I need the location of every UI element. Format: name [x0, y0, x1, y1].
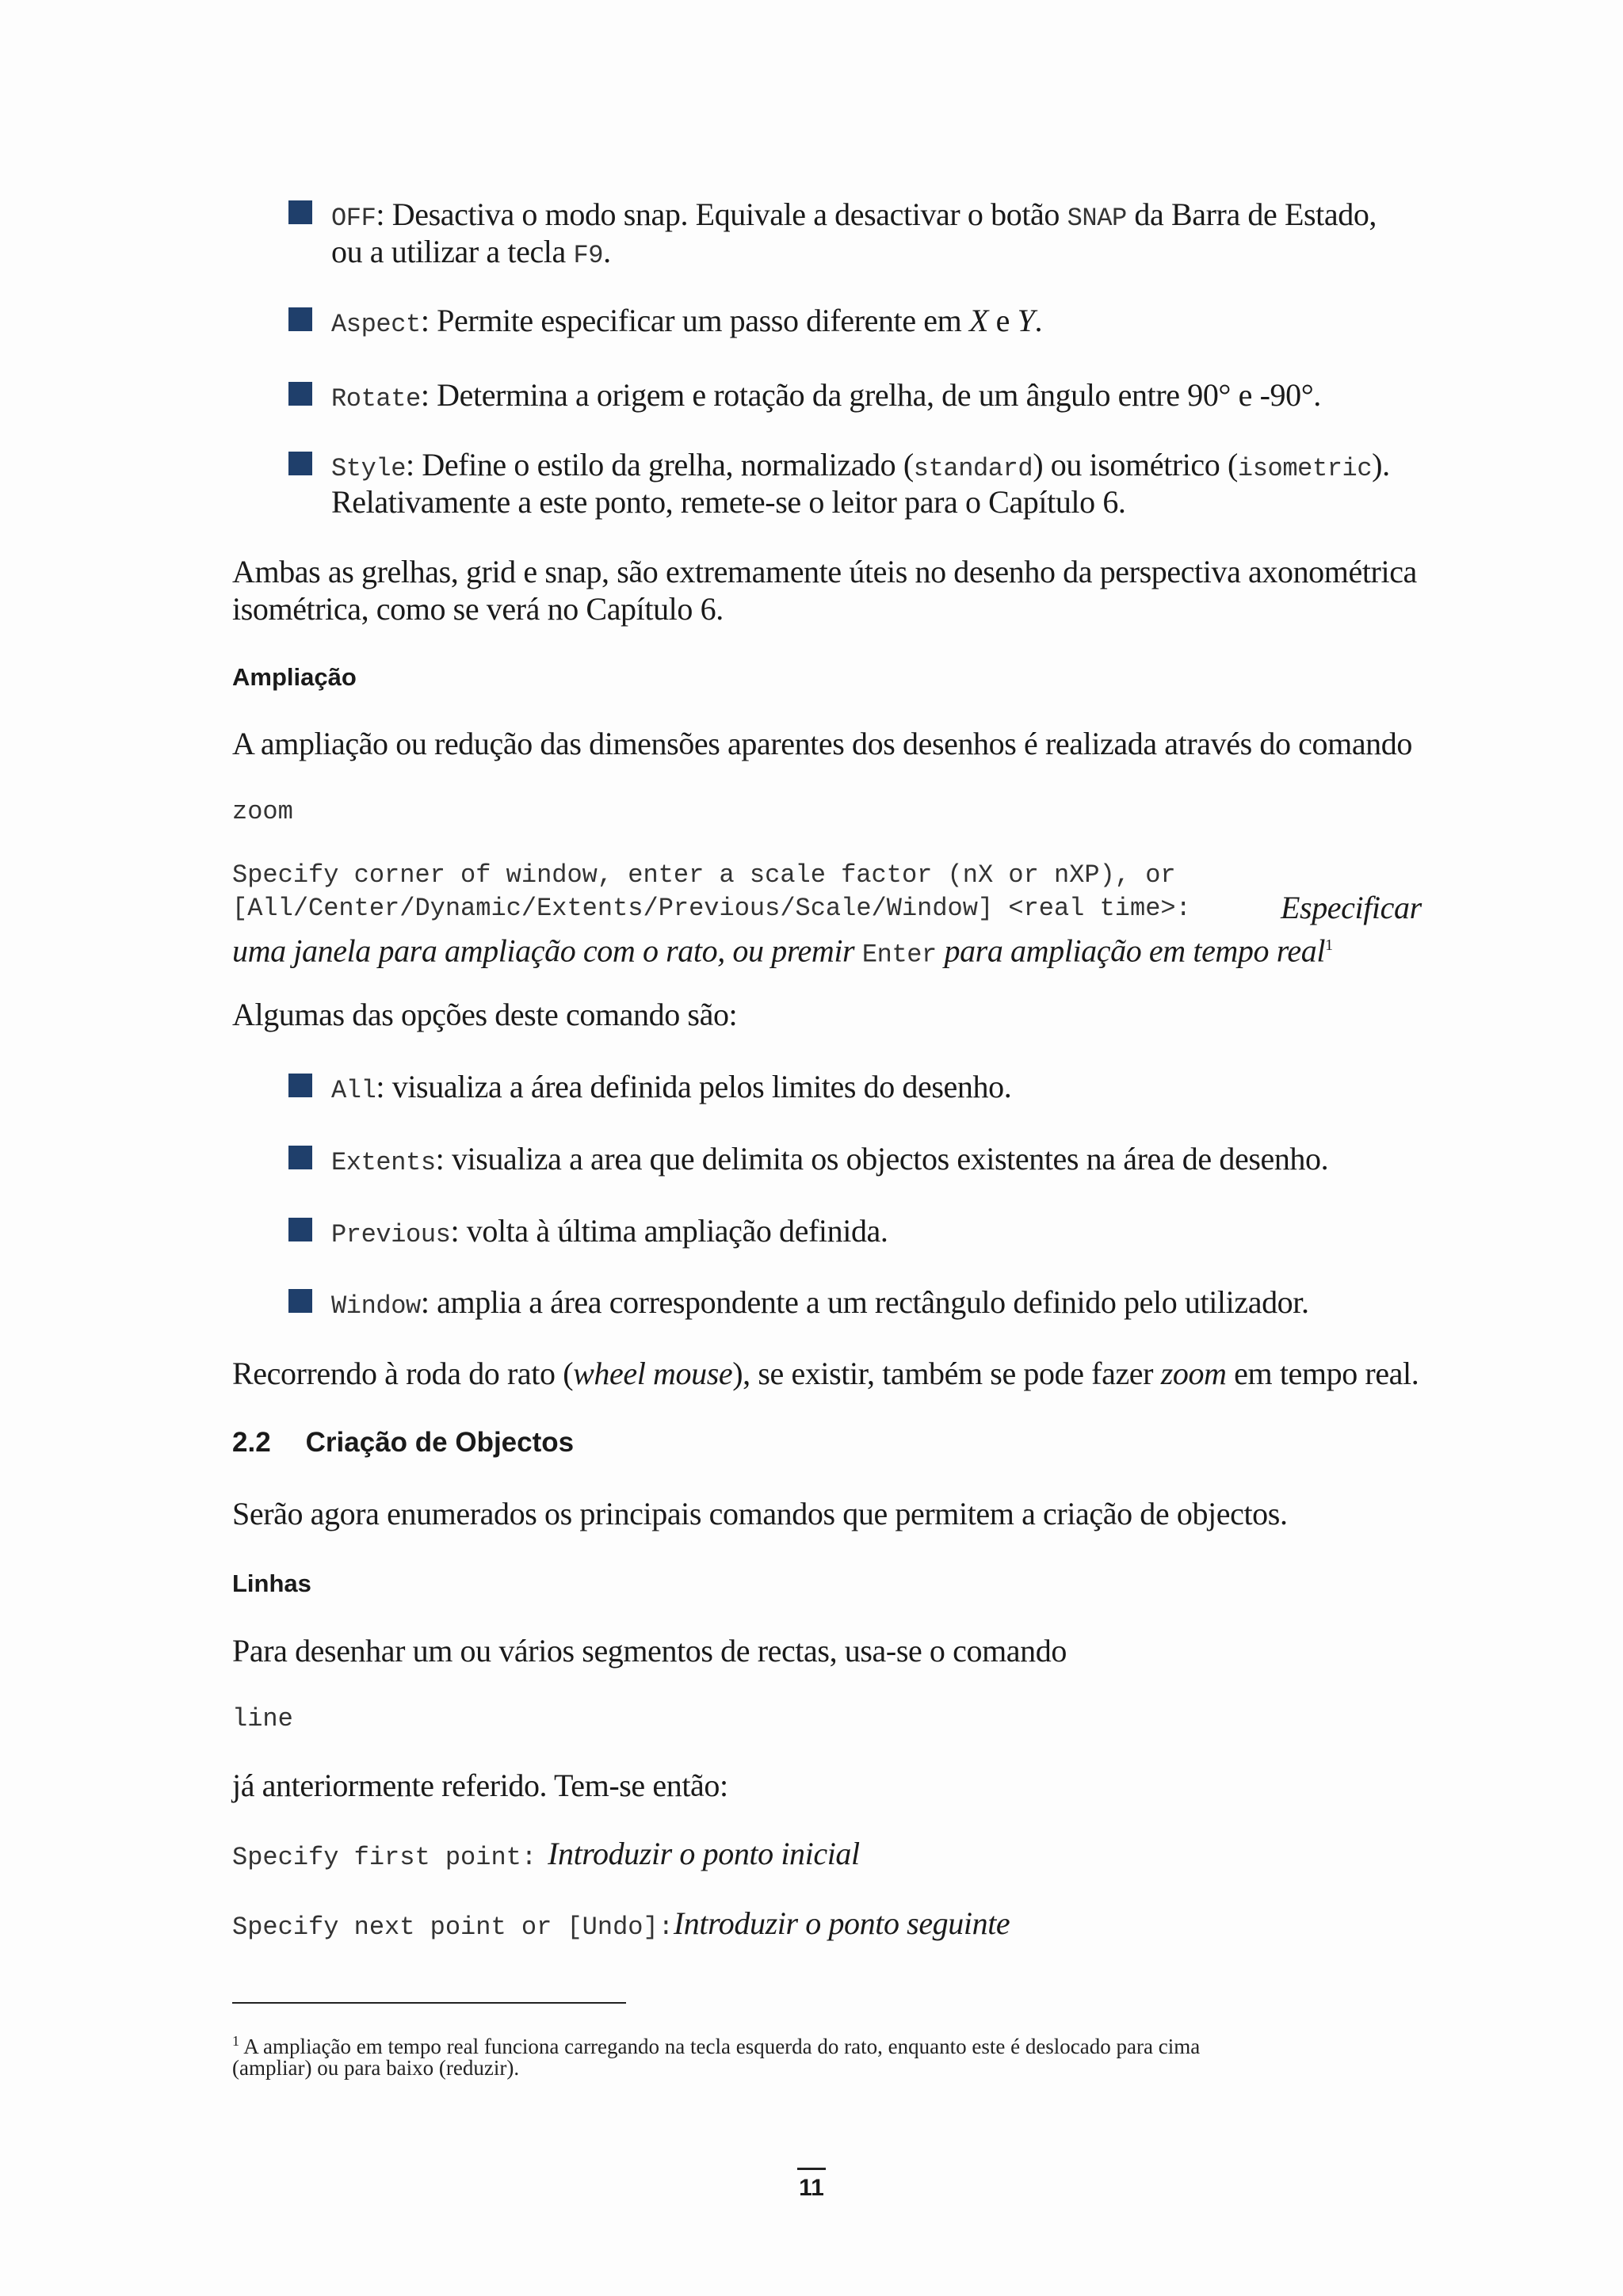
code-all: All [331, 1076, 376, 1105]
prompt-instruction: Introduzir o ponto inicial [548, 1836, 860, 1871]
bullet-square-icon [288, 1146, 312, 1169]
paragraph-line-intro: Para desenhar um ou vários segmentos de rectas, usa-se o comando [232, 1633, 1067, 1669]
bullet-text: : Define o estilo da grelha, normalizado ( [406, 447, 914, 482]
prompt-instruction: Introduzir o ponto seguinte [673, 1905, 1010, 1941]
zoom-option-window [331, 1283, 1309, 1325]
footnote-ref: 1 [1325, 936, 1333, 954]
var-x: X [968, 303, 989, 338]
bullet-square-icon [288, 1289, 312, 1313]
bullet-text: . [1034, 303, 1043, 338]
bullet-item-aspect [331, 302, 1042, 343]
bullet-square-icon [288, 382, 312, 406]
bullet-text: ). [1372, 447, 1390, 482]
command-zoom: zoom [232, 797, 293, 826]
bullet-item-rotate [331, 376, 1321, 418]
bullet-text: : visualiza a área definida pelos limites do desenho. [376, 1069, 1012, 1104]
italic-text: uma janela para ampliação com o rato, ou premir [232, 933, 855, 969]
bullet-text: : amplia a área correspondente a um rectângulo definido pelo utilizador. [420, 1284, 1309, 1320]
code-extents: Extents [331, 1148, 436, 1177]
zoom-prompt-line2 [232, 894, 1191, 923]
paragraph-zoom-intro: A ampliação ou redução das dimensões aparentes dos desenhos é realizada através do comando [232, 726, 1412, 761]
paragraph-grids-line1: Ambas as grelhas, grid e snap, são extremamente úteis no desenho da perspectiva axonométrica [232, 554, 1417, 589]
bullet-square-icon [288, 307, 312, 331]
bullet-square-icon [288, 452, 312, 475]
zoom-option-extents [331, 1140, 1328, 1181]
bullet-text: ou a utilizar a tecla [331, 234, 574, 269]
bullet-square-icon [288, 200, 312, 224]
bullet-text: : volta à última ampliação definida. [450, 1213, 888, 1249]
code-isometric: isometric [1237, 454, 1373, 483]
zoom-prompt-line1: Specify corner of window, enter a scale factor (nX or nXP), or [232, 860, 1176, 890]
footnote-mark: 1 [232, 2033, 239, 2049]
bullet-text: . [603, 234, 611, 269]
code-snap: SNAP [1067, 204, 1127, 233]
footnote-line2: (ampliar) ou para baixo (reduzir). [232, 2056, 520, 2080]
code-off: OFF [331, 204, 376, 233]
zoom-option-previous [331, 1212, 888, 1253]
code-window: Window [331, 1291, 421, 1321]
page-number: 11 [799, 2175, 824, 2201]
bullet-text: : Desactiva o modo snap. Equivale a desactivar o botão [376, 196, 1067, 232]
footnote-text: A ampliação em tempo real funciona carregando na tecla esquerda do rato, enquanto este é deslocado para cima [239, 2035, 1201, 2058]
paragraph-grids-line2: isométrica, como se verá no Capítulo 6. [232, 591, 724, 627]
text: ), se existir, também se pode fazer [732, 1356, 1161, 1391]
code-style: Style [331, 454, 407, 483]
text: Recorrendo à roda do rato ( [232, 1356, 574, 1391]
prompt-code: Specify first point: [232, 1843, 537, 1872]
code-f9: F9 [573, 241, 604, 270]
code-enter: Enter [861, 940, 937, 970]
prompt-code: Specify next point or [Undo]: [232, 1913, 674, 1942]
command-line: line [232, 1704, 293, 1733]
bullet-item-off-line2 [331, 233, 611, 274]
paragraph-then: já anteriormente referido. Tem-se então: [232, 1768, 728, 1803]
zoom-options-code: [All/Center/Dynamic/Extents/Previous/Scale/Window] <real time>: [232, 894, 1191, 923]
code-aspect: Aspect [331, 310, 421, 339]
section-number: 2.2 [232, 1427, 271, 1458]
bullet-text: : Permite especificar um passo diferente em [420, 303, 969, 338]
heading-ampliacao: Ampliação [232, 663, 357, 691]
section-title: Criação de Objectos [305, 1427, 575, 1458]
bullet-item-off [331, 196, 1377, 237]
footnote-separator [232, 2002, 626, 2004]
code-rotate: Rotate [331, 384, 421, 414]
zoom-prompt-italic: Especificar [1281, 890, 1422, 925]
code-standard: standard [913, 454, 1033, 483]
code-previous: Previous [331, 1220, 451, 1249]
zoom-option-all [331, 1068, 1011, 1109]
paragraph-section-intro: Serão agora enumerados os principais comandos que permitem a criação de objectos. [232, 1496, 1288, 1531]
bullet-text: ) ou isométrico ( [1033, 447, 1238, 482]
bullet-square-icon [288, 1218, 312, 1241]
bullet-text: da Barra de Estado, [1126, 196, 1377, 232]
italic-text: zoom [1160, 1356, 1227, 1391]
prompt-first-point [232, 1835, 860, 1872]
paragraph-wheel [232, 1355, 1419, 1392]
prompt-next-point [232, 1905, 1010, 1942]
bullet-text: : Determina a origem e rotação da grelha, de um ângulo entre 90° e -90°. [420, 377, 1321, 413]
heading-linhas: Linhas [232, 1569, 311, 1597]
bullet-square-icon [288, 1074, 312, 1097]
zoom-prompt-line3 [232, 927, 1333, 973]
bullet-text: : visualiza a area que delimita os objectos existentes na área de desenho. [435, 1141, 1329, 1177]
bullet-item-style-line2: Relativamente a este ponto, remete-se o leitor para o Capítulo 6. [331, 484, 1126, 520]
text: em tempo real. [1226, 1356, 1419, 1391]
section-heading [232, 1427, 574, 1459]
bullet-item-style [331, 446, 1390, 487]
italic-text: wheel mouse [573, 1356, 733, 1391]
bullet-text: e [988, 303, 1018, 338]
italic-text: para ampliação em tempo real [944, 933, 1326, 969]
page-number-bar [797, 2168, 826, 2170]
paragraph-options-intro: Algumas das opções deste comando são: [232, 997, 738, 1032]
var-y: Y [1017, 303, 1035, 338]
